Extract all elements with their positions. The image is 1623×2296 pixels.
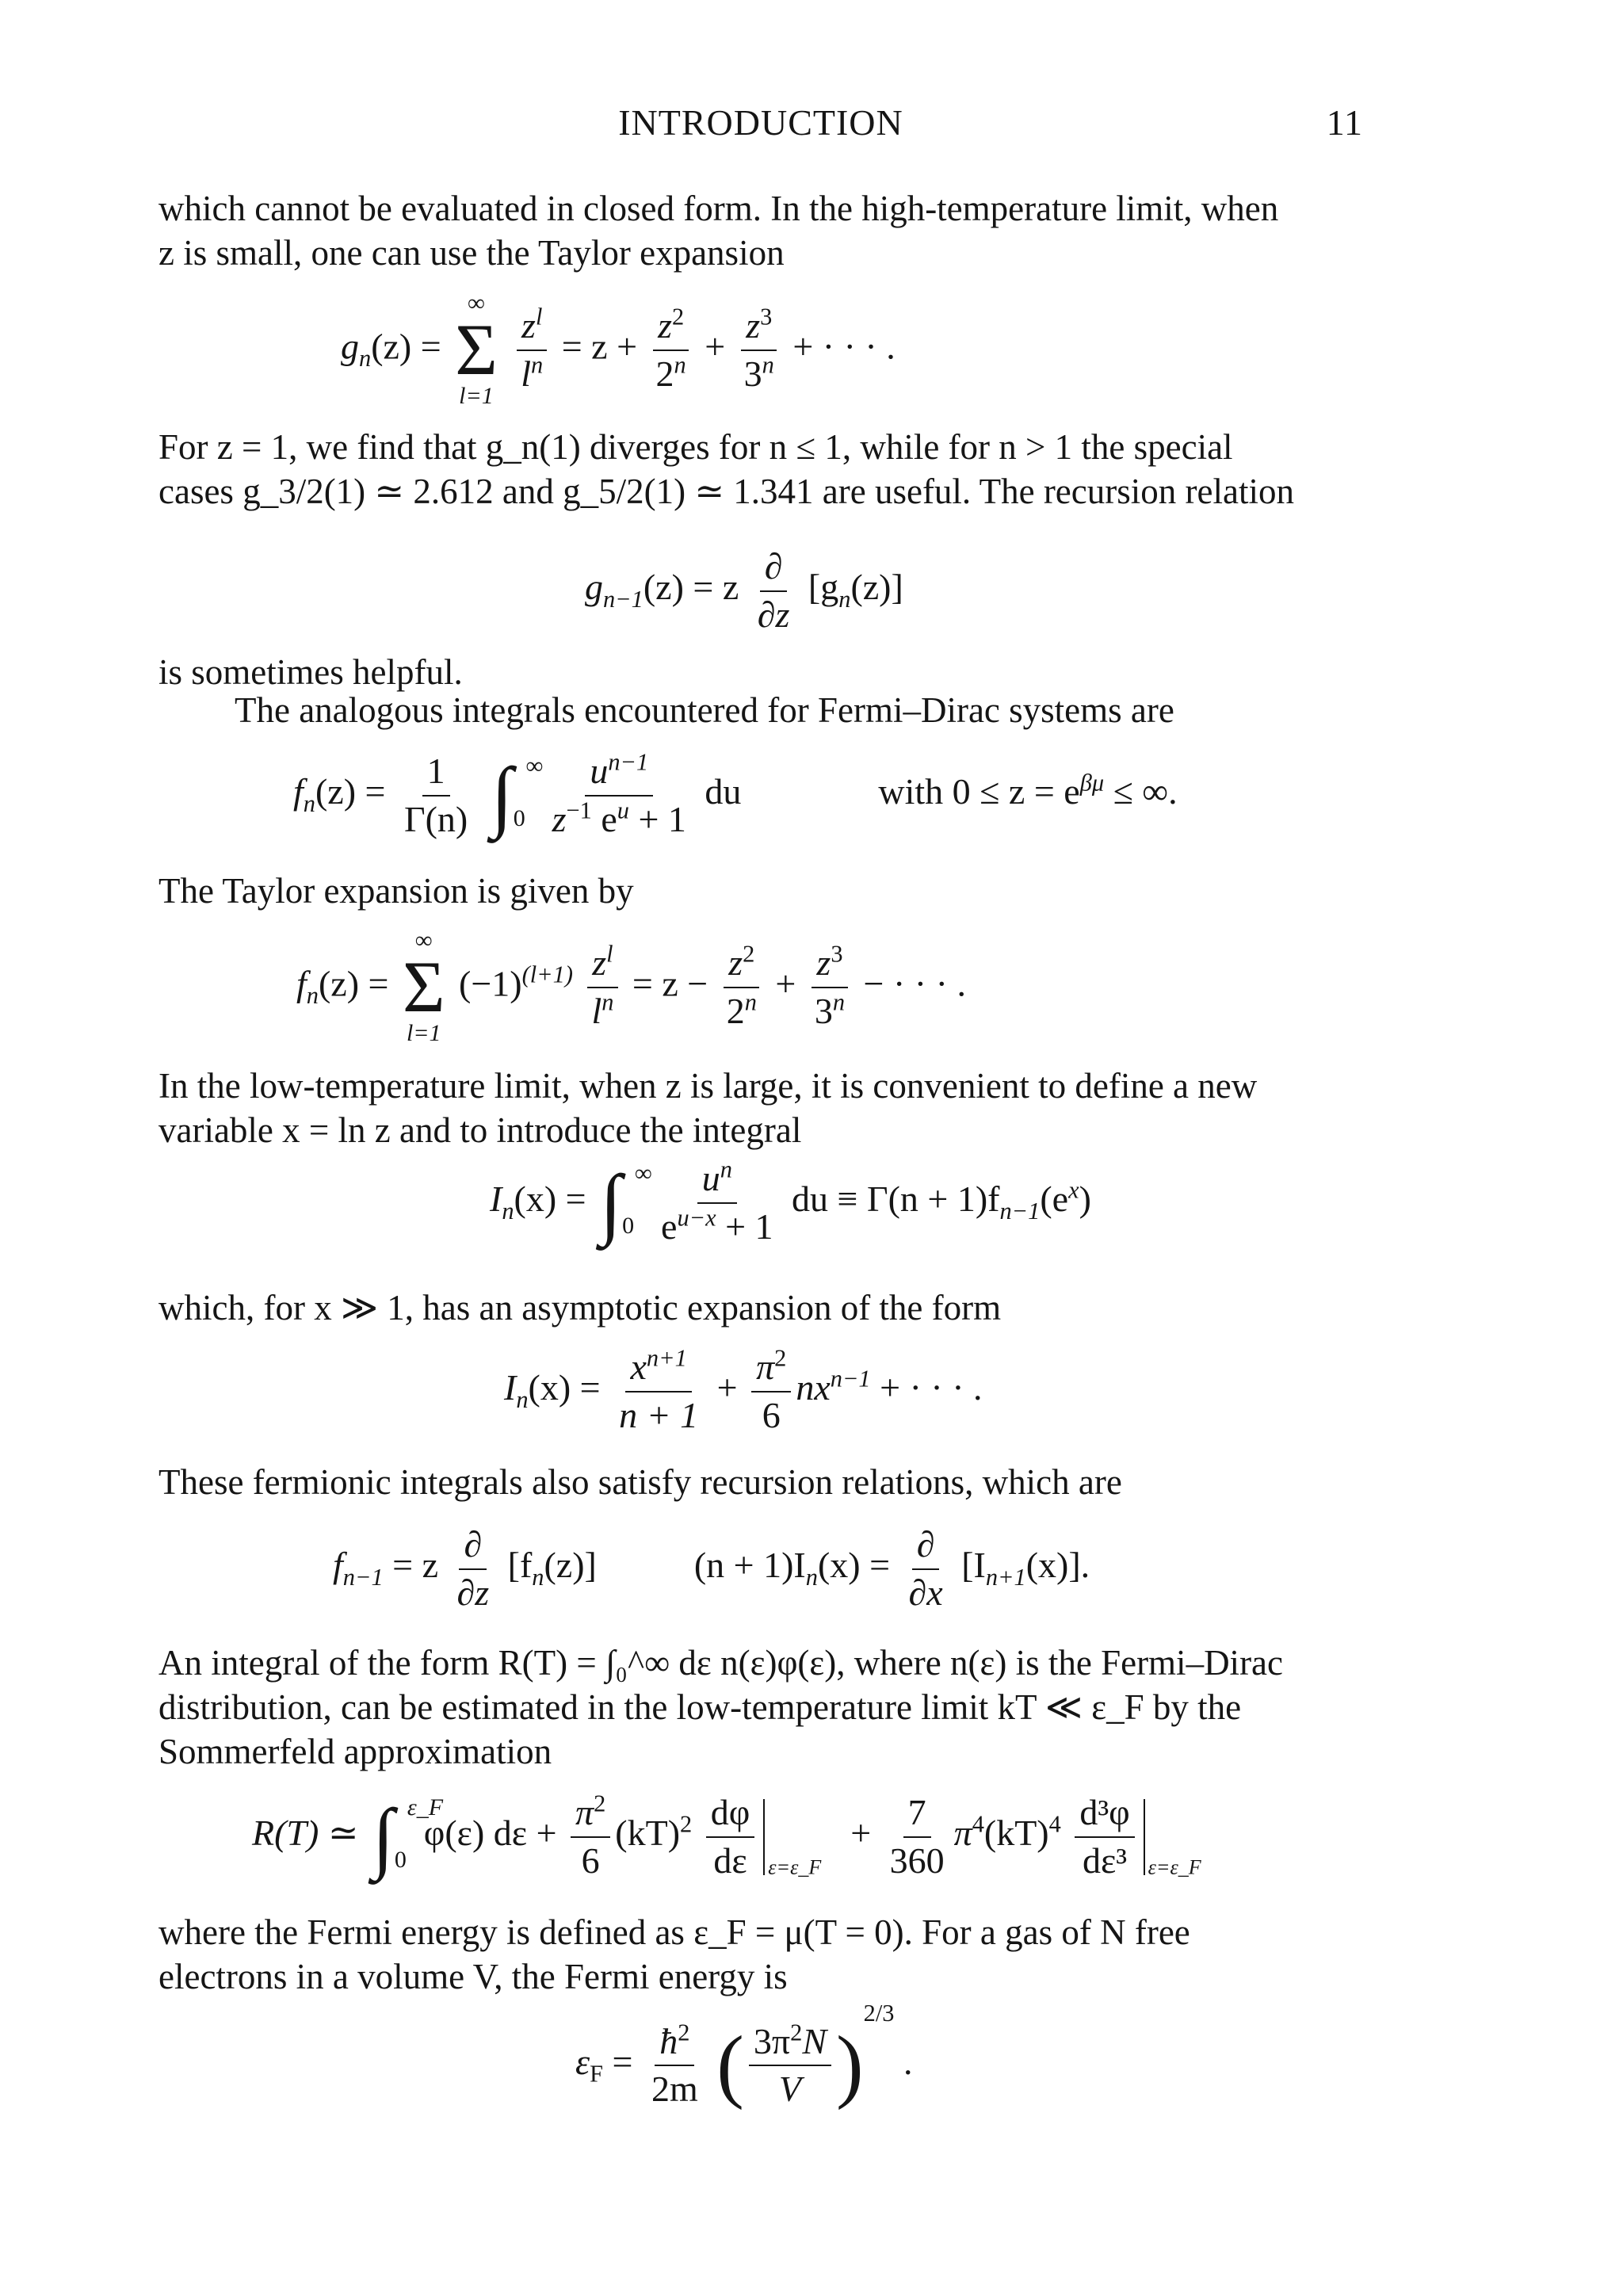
equation-fermionic-recursion: $f_{n-1} = z$ $\frac{\partial}{\partial z}$ $[f_n(z)] (n + 1)I_n(x)$ = $\frac{\partial}{\partial x}$ $[I_{n+1}(x)]$. xyxy=(333,1524,1090,1613)
partial-derivative: $\frac{\partial}{\partial z}$ xyxy=(456,1524,490,1613)
text-line: which cannot be evaluated in closed form. In the high-temperature limit, when xyxy=(158,189,1279,228)
text-line: The Taylor expansion is given by xyxy=(158,871,634,911)
fraction: $\frac{z^2}{2^n}$ xyxy=(651,306,691,394)
text-line: An integral of the form R(T) = ∫₀^∞ dε n(ε)φ(ε), where n(ε) is the Fermi–Dirac xyxy=(158,1643,1283,1683)
text-line: distribution, can be estimated in the low-temperature limit kT ≪ ε_F by the xyxy=(158,1687,1242,1727)
fraction: $\frac{\pi^2}{6}$ xyxy=(571,1793,610,1881)
derivative: $\frac{d\varphi}{d\varepsilon}$ xyxy=(706,1793,755,1881)
fraction: $\frac{ħ^2}{2m}$ xyxy=(651,2018,698,2110)
paragraph-2 xyxy=(158,425,1363,514)
evaluation-bar xyxy=(762,1799,765,1875)
fraction: $\frac{u^{n-1}}{z^{-1} e^u + 1}$ xyxy=(552,748,686,839)
text-line: For z = 1, we find that g_n(1) diverges for n ≤ 1, while for n > 1 the special xyxy=(158,427,1233,467)
evaluation-bar xyxy=(1143,1799,1145,1875)
page-number: 11 xyxy=(1326,102,1363,143)
paragraph-8 xyxy=(158,1460,1363,1504)
text-line: variable x = ln z and to introduce the integral xyxy=(158,1110,802,1150)
text-line: electrons in a volume V, the Fermi energy is xyxy=(158,1957,788,1996)
sum-symbol: ∞ Σ l=1 xyxy=(455,290,498,410)
equation-fermi-energy: $\varepsilon_F$ = $\frac{ħ^2}{2m}$ ( $\frac{3\pi^2N}{V}$ )$^{2/3}$ . xyxy=(575,2000,913,2111)
fraction: $\frac{7}{360}$ xyxy=(889,1792,945,1881)
partial-derivative: $\frac{\partial}{\partial z}$ xyxy=(757,546,790,635)
fraction: $\frac{3\pi^2N}{V}$ xyxy=(749,2022,831,2110)
chapter-title: INTRODUCTION xyxy=(618,102,903,143)
text-line: is sometimes helpful. xyxy=(158,652,463,692)
integral-symbol: ∫ ε_F 0 xyxy=(372,1792,444,1881)
equation-fn-taylor: $f_n(z)$ = ∞ Σ l=1 $(-1)^{(l+1)}$ $\frac{z^l}{l^n}$ = z − $\frac{z^2}{2^n}$ + $\frac{z^3}{3^n}$ − · · · . xyxy=(296,927,966,1047)
integral-symbol: ∫ ∞ 0 xyxy=(491,751,544,839)
paragraph-7 xyxy=(158,1286,1363,1330)
paragraph-1 xyxy=(158,186,1363,275)
fraction: $\frac{z^l}{l^n}$ xyxy=(516,306,548,394)
text-line: In the low-temperature limit, when z is large, it is convenient to define a new xyxy=(158,1066,1258,1106)
text-line: cases g_3/2(1) ≃ 2.612 and g_5/2(1) ≃ 1.341 are useful. The recursion relation xyxy=(158,472,1294,511)
sum-symbol: ∞ Σ l=1 xyxy=(402,927,445,1047)
equation-gn-taylor: $g_n(z)$ = ∞ Σ l=1 $\frac{z^l}{l^n}$ = z + $\frac{z^2}{2^n}$ + $\frac{z^3}{3^n}$ + · · · . xyxy=(341,290,896,410)
integral-symbol: ∫ ∞ 0 xyxy=(600,1158,652,1247)
equation-sommerfeld: R(T) ≃ ∫ ε_F 0 φ(ε) dε + $\frac{\pi^2}{6}$ (kT)$^2$ $\frac{d\varphi}{d\varepsilon}$ $_{\varepsilon=\varepsilon\_F}$ + $\frac{7}{360}$ $\pi^4(kT)^4$ $\frac{\text{d³φ}}{\text{dε³}}$ $_{\varepsilon=\varepsilon\_F}$ xyxy=(252,1790,1201,1881)
text-line: z is small, one can use the Taylor expansion xyxy=(158,233,785,273)
equation-fn-definition: $f_n(z)$ = $\frac{1}{\Gamma(n)}$ ∫ ∞ 0 $\frac{u^{n-1}}{z^{-1} e^u + 1}$ du with $0 \le z = e^{\beta\mu}$ ≤ ∞. xyxy=(293,748,1178,839)
equation-In-asymptotic: $I_n(x)$ = $\frac{x^{n+1}}{n + 1}$ + $\frac{\pi^2}{6}$ $nx^{n-1}$ + · · · . xyxy=(504,1344,983,1435)
paragraph-4 xyxy=(158,688,1363,732)
equation-gn-recursion: $g_{n-1}(z) = z$ $\frac{\partial}{\partial z}$ $[g_n(z)]$ xyxy=(585,546,903,635)
paragraph-5 xyxy=(158,869,1363,913)
text-line: which, for x ≫ 1, has an asymptotic expansion of the form xyxy=(158,1288,1002,1328)
fraction: $\frac{z^2}{2^n}$ xyxy=(722,943,762,1031)
fraction: $\frac{\pi^2}{6}$ xyxy=(751,1347,791,1435)
derivative: $\frac{\text{d³φ}}{\text{dε³}}$ xyxy=(1075,1793,1134,1881)
fraction: $\frac{z^l}{l^n}$ xyxy=(586,943,618,1031)
paragraph-10 xyxy=(158,1910,1363,1999)
text-line: Sommerfeld approximation xyxy=(158,1732,552,1771)
partial-derivative: $\frac{\partial}{\partial x}$ xyxy=(908,1524,943,1613)
text-line: These fermionic integrals also satisfy recursion relations, which are xyxy=(158,1462,1122,1502)
paragraph-9 xyxy=(158,1641,1363,1774)
paragraph-6 xyxy=(158,1064,1363,1152)
running-header xyxy=(158,101,1363,149)
text-line: where the Fermi energy is defined as ε_F = μ(T = 0). For a gas of N free xyxy=(158,1912,1190,1952)
fraction: $\frac{x^{n+1}}{n + 1}$ xyxy=(619,1344,699,1435)
equation-In-definition: $I_n(x)$ = ∫ ∞ 0 $\frac{u^n}{e^{u-x} + 1}$ du ≡ $\Gamma(n + 1)f_{n-1}(e^x)$ xyxy=(490,1156,1091,1247)
text-line: The analogous integrals encountered for Fermi–Dirac systems are xyxy=(235,690,1174,730)
fraction: $\frac{u^n}{e^{u-x} + 1}$ xyxy=(661,1156,773,1247)
fraction: $\frac{z^3}{3^n}$ xyxy=(810,943,850,1031)
fraction: $\frac{z^3}{3^n}$ xyxy=(739,306,779,394)
fraction: $\frac{1}{\Gamma(n)}$ xyxy=(403,751,468,839)
